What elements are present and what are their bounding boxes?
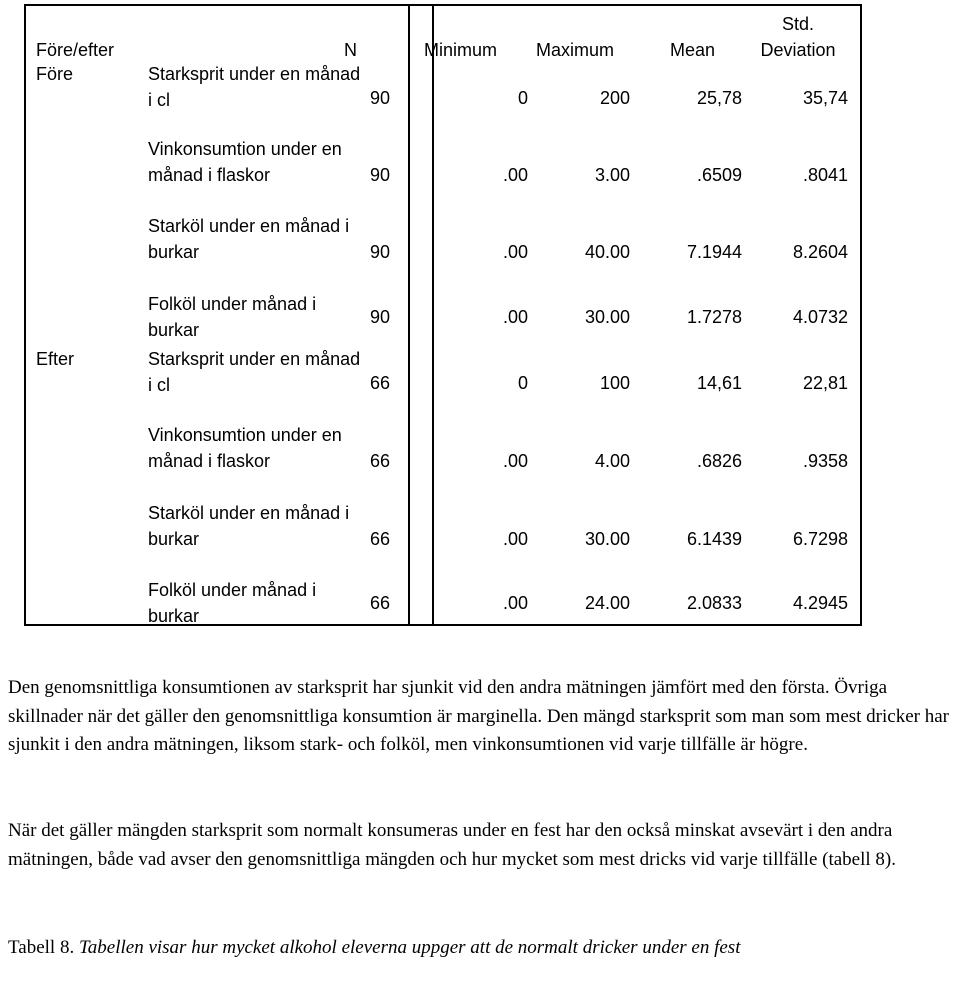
body-paragraph: När det gäller mängden starksprit som normalt konsumeras under en fest har den också minskat avsevärt i den andra mätningen, både vad avser den genomsnittliga mängden och hur mycket som mest dricks vid varje tillfälle (tabell 8). [8, 820, 896, 870]
cell-minimum: 0 [517, 88, 528, 108]
cell-mean: .6509 [696, 165, 742, 185]
header-mean: Mean [670, 40, 716, 60]
cell-minimum: .00 [502, 451, 528, 471]
statistics-table [24, 4, 862, 626]
cell-mean: .6826 [696, 451, 742, 471]
cell-mean: 2.0833 [686, 593, 742, 613]
caption-label: Tabell 8. [8, 937, 75, 958]
cell-mean: 25,78 [696, 88, 742, 108]
header-group: Före/efter [36, 40, 115, 60]
caption-text: Tabellen visar hur mycket alkohol eleverna uppger att de normalt dricker under en fest [78, 937, 741, 958]
column-divider [432, 6, 434, 624]
cell-std: 8.2604 [792, 242, 848, 262]
group-label-efter: Efter [36, 349, 75, 369]
row-label: Starksprit under en månad i cl [148, 349, 361, 395]
cell-std: 6.7298 [792, 529, 848, 549]
cell-n: 90 [370, 88, 391, 108]
cell-maximum: 3.00 [594, 165, 630, 185]
body-paragraph: Den genomsnittliga konsumtionen av starksprit har sjunkit vid den andra mätningen jämfört med den första. Övriga skillnader när det gäller den genomsnittliga konsumtion är marginella. Den mängd starksprit som man som mest dricker har sjunkit i den andra mätningen, liksom stark- och folköl, men vinkonsumtionen vid varje tillfälle är högre. [8, 677, 949, 755]
cell-mean: 6.1439 [686, 529, 742, 549]
group-label-fore: Före [36, 64, 74, 84]
cell-maximum: 30.00 [584, 529, 630, 549]
cell-maximum: 30.00 [584, 307, 630, 327]
cell-maximum: 4.00 [594, 451, 630, 471]
cell-minimum: .00 [502, 165, 528, 185]
cell-std: 4.0732 [792, 307, 848, 327]
cell-mean: 7.1944 [686, 242, 742, 262]
table-caption [8, 934, 958, 963]
cell-n: 90 [370, 165, 391, 185]
cell-minimum: 0 [517, 373, 528, 393]
cell-std: .8041 [802, 165, 848, 185]
column-divider [408, 6, 410, 624]
cell-n: 66 [370, 593, 391, 613]
cell-minimum: .00 [502, 242, 528, 262]
cell-mean: 14,61 [696, 373, 742, 393]
cell-minimum: .00 [502, 529, 528, 549]
row-label: Starköl under en månad i burkar [148, 216, 350, 262]
cell-maximum: 40.00 [584, 242, 630, 262]
row-label: Folköl under månad i burkar [148, 580, 317, 626]
cell-maximum: 200 [599, 88, 630, 108]
cell-n: 66 [370, 529, 391, 549]
cell-std: 22,81 [802, 373, 848, 393]
header-n: N [344, 40, 357, 60]
row-label: Starköl under en månad i burkar [148, 503, 350, 549]
header-maximum: Maximum [536, 40, 615, 60]
cell-maximum: 24.00 [584, 593, 630, 613]
cell-minimum: .00 [502, 307, 528, 327]
cell-n: 90 [370, 307, 391, 327]
cell-n: 90 [370, 242, 391, 262]
header-minimum: Minimum [424, 40, 498, 60]
row-label: Starksprit under en månad i cl [148, 64, 361, 110]
cell-minimum: .00 [502, 593, 528, 613]
cell-n: 66 [370, 451, 391, 471]
row-label: Vinkonsumtion under en månad i flaskor [148, 139, 342, 185]
cell-std: 35,74 [802, 88, 848, 108]
cell-n: 66 [370, 373, 391, 393]
cell-mean: 1.7278 [686, 307, 742, 327]
header-std-deviation: Std. Deviation [760, 14, 836, 60]
cell-std: 4.2945 [792, 593, 848, 613]
row-label: Vinkonsumtion under en månad i flaskor [148, 425, 342, 471]
cell-maximum: 100 [599, 373, 630, 393]
cell-std: .9358 [802, 451, 848, 471]
row-label: Folköl under månad i burkar [148, 294, 317, 340]
